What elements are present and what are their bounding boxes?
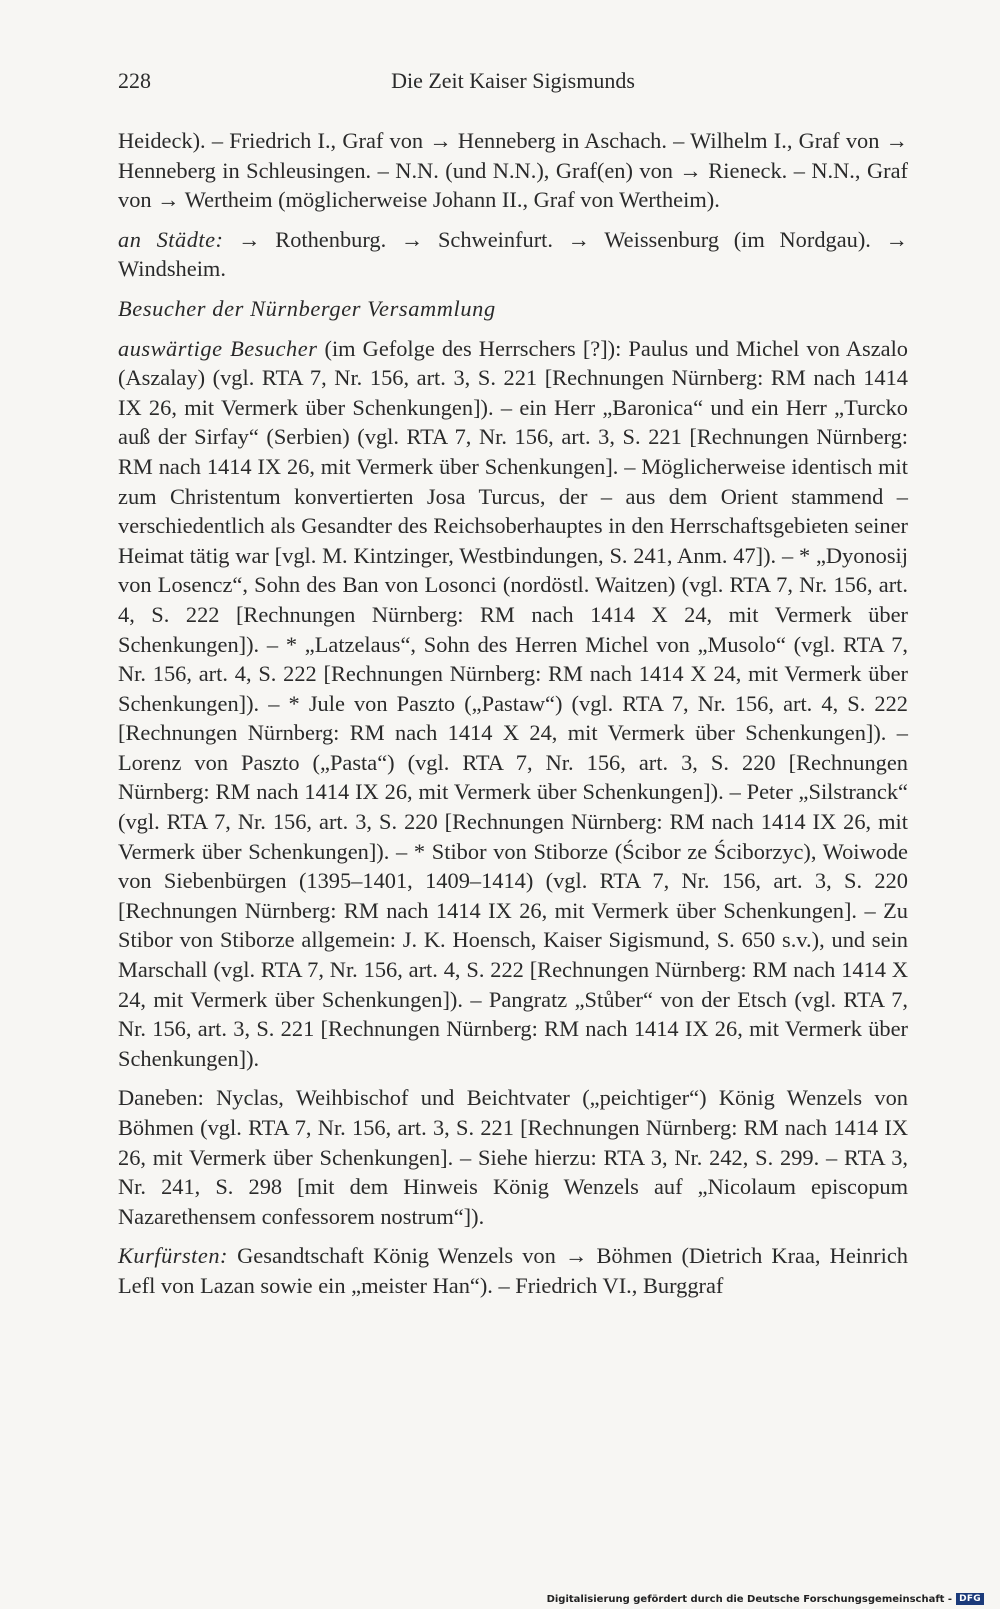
visitors-label: auswärtige Besucher [118,335,318,361]
cities-text: → Rothenburg. → Schweinfurt. → Weissenburg (im Nordgau). → Windsheim. [118,226,908,282]
page-number: 228 [118,68,151,93]
kurfuersten-text: Gesandtschaft König Wenzels von → Böhmen (Dietrich Kraa, Heinrich Lefl von Lazan sowie ein „meister Han“). – Friedrich VI., Burggraf [118,1243,908,1298]
paragraph-visitors [118,334,908,1074]
paragraph-daneben: Daneben: Nyclas, Weihbischof und Beichtvater („peichtiger“) König Wenzels von Böhmen (vgl. RTA 7, Nr. 156, art. 3, S. 221 [Rechnungen Nürnberg: RM nach 1414 IX 26, mit Vermerk über Schenkungen]. – Siehe hierzu: RTA 3, Nr. 242, S. 299. – RTA 3, Nr. 241, S. 298 [mit dem Hinweis König Wenzels auf „Nicolaum episcopum Nazarethensem confessorem nostrum“]). [118,1085,908,1229]
running-title: Die Zeit Kaiser Sigismunds [391,68,635,93]
footer-text: Digitalisierung gefördert durch die Deutsche Forschungsgemeinschaft - [546,1593,953,1605]
paragraph-kurfuersten [118,1241,908,1300]
section-heading: Besucher der Nürnberger Versammlung [118,295,496,321]
paragraph-cities [118,225,908,284]
dfg-logo-icon: DFG [956,1593,984,1605]
page-body [118,126,908,1311]
cities-label: an Städte: [118,226,224,252]
paragraph-counts: Heideck). – Friedrich I., Graf von → Henneberg in Aschach. – Wilhelm I., Graf von → Henneberg in Schleusingen. – N.N. (und N.N.), Graf(en) von → Rieneck. – N.N., Graf von → Wertheim (möglicherweise Johann II., Graf von Wertheim). [118,128,908,213]
page-header [118,68,908,102]
digitization-footer [547,1593,984,1605]
kurfuersten-label: Kurfürsten: [118,1243,228,1269]
visitors-text: (im Gefolge des Herrschers [?]): Paulus und Michel von Aszalo (Aszalay) (vgl. RTA 7, Nr. 156, art. 3, S. 221 [Rechnungen Nürnberg: RM nach 1414 IX 26, mit Vermerk über Schenkungen]). – ein Herr „Baronica“ und ein Herr „Turcko auß der Sirfay“ (Serbien) (vgl. RTA 7, Nr. 156, art. 3, S. 221 [Rechnungen Nürnberg: RM nach 1414 IX 26, mit Vermerk über Schenkungen]. – Möglicherweise identisch mit zum Christentum konvertierten Josa Turcus, der – aus dem Orient stammend – verschiedentlich als Gesandter des Reichsoberhauptes in den Herrschaftsgebieten seiner Heimat tätig war [vgl. M. Kintzinger, Westbindungen, S. 241, Anm. 47]). – * „Dyonosij von Losencz“, Sohn des Ban von Losonci (nordöstl. Waitzen) (vgl. RTA 7, Nr. 156, art. 4, S. 222 [Rechnungen Nürnberg: RM nach 1414 X 24, mit Vermerk über Schenkungen]). – * „Latzelaus“, Sohn des Herren Michel von „Musolo“ (vgl. RTA 7, Nr. 156, art. 4, S. 222 [Rechnungen Nürnberg: RM nach 1414 X 24, mit Vermerk über Schenkungen]). – * Jule von Paszto („Pastaw“) (vgl. RTA 7, Nr. 156, art. 4, S. 222 [Rechnungen Nürnberg: RM nach 1414 X 24, mit Vermerk über Schenkungen]). – Lorenz von Paszto („Pasta“) (vgl. RTA 7, Nr. 156, art. 3, S. 220 [Rechnungen Nürnberg: RM nach 1414 IX 26, mit Vermerk über Schenkungen]). – Peter „Silstranck“ (vgl. RTA 7, Nr. 156, art. 3, S. 220 [Rechnungen Nürnberg: RM nach 1414 IX 26, mit Vermerk über Schenkungen]). – * Stibor von Stiborze (Ścibor ze Ściborzyc), Woiwode von Siebenbürgen (1395–1401, 1409–1414) (vgl. RTA 7, Nr. 156, art. 3, S. 220 [Rechnungen Nürnberg: RM nach 1414 IX 26, mit Vermerk über Schenkungen]. – Zu Stibor von Stiborze allgemein: J. K. Hoensch, Kaiser Sigismund, S. 650 s.v.), und sein Marschall (vgl. RTA 7, Nr. 156, art. 4, S. 222 [Rechnungen Nürnberg: RM nach 1414 X 24, mit Vermerk über Schenkungen]). – Pangratz „Stůber“ von der Etsch (vgl. RTA 7, Nr. 156, art. 3, S. 221 [Rechnungen Nürnberg: RM nach 1414 IX 26, mit Vermerk über Schenkungen]). [118,335,908,1071]
